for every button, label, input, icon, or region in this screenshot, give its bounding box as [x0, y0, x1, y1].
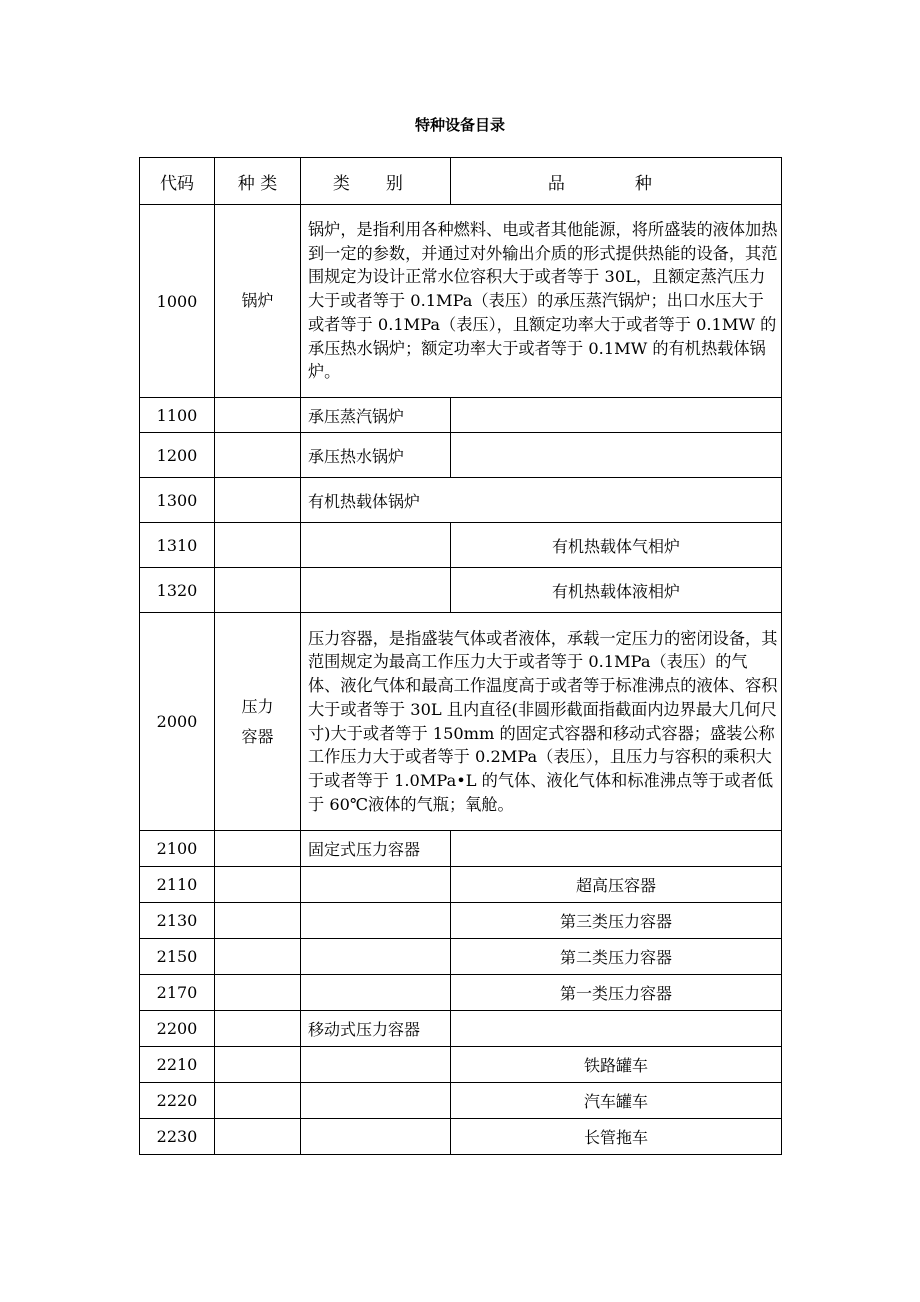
row-code: 2110: [140, 867, 215, 903]
table-row: [140, 831, 782, 867]
row-kind: 锅炉: [215, 205, 301, 398]
row-description: 锅炉，是指利用各种燃料、电或者其他能源，将所盛装的液体加热到一定的参数，并通过对外输出介质的形式提供热能的设备，其范围规定为设计正常水位容积大于或者等于 30L，且额定蒸汽压力大于或者等于 0.1MPa（表压）的承压蒸汽锅炉；出口水压大于或者等于 0.1MPa（表压），且额定功率大于或者等于 0.1MW 的承压热水锅炉；额定功率大于或者等于 0.1MW 的有机热载体锅炉。: [301, 205, 782, 398]
row-variety: [451, 1011, 782, 1047]
table-row: [140, 1083, 782, 1119]
row-code: 2230: [140, 1119, 215, 1155]
row-kind: [215, 478, 301, 523]
row-variety: 有机热载体气相炉: [451, 523, 782, 568]
table-row: [140, 939, 782, 975]
row-code: 1310: [140, 523, 215, 568]
header-category: 类 别: [301, 158, 451, 205]
page-title: 特种设备目录: [414, 116, 505, 134]
row-variety: [451, 433, 782, 478]
row-variety: 超高压容器: [451, 867, 782, 903]
table-row: [140, 613, 782, 831]
row-category: 移动式压力容器: [301, 1011, 451, 1047]
row-code: 1320: [140, 568, 215, 613]
row-kind: [215, 613, 301, 831]
row-code: 2220: [140, 1083, 215, 1119]
row-variety: 第二类压力容器: [451, 939, 782, 975]
row-category: 固定式压力容器: [301, 831, 451, 867]
header-code: 代码: [140, 158, 215, 205]
row-category: [301, 939, 451, 975]
row-kind: [215, 867, 301, 903]
row-code: 2000: [140, 613, 215, 831]
row-variety: [451, 398, 782, 433]
row-code: 2210: [140, 1047, 215, 1083]
table-row: [140, 867, 782, 903]
row-variety: 汽车罐车: [451, 1083, 782, 1119]
row-kind: [215, 523, 301, 568]
row-category: [301, 903, 451, 939]
row-category: 有机热载体锅炉: [301, 478, 782, 523]
row-category: [301, 1119, 451, 1155]
row-category: [301, 1047, 451, 1083]
row-category: [301, 975, 451, 1011]
row-variety: 第三类压力容器: [451, 903, 782, 939]
row-kind: [215, 939, 301, 975]
row-category: [301, 867, 451, 903]
table-row: [140, 433, 782, 478]
row-variety: 有机热载体液相炉: [451, 568, 782, 613]
row-kind: [215, 568, 301, 613]
row-category: [301, 568, 451, 613]
row-category: [301, 1083, 451, 1119]
row-kind: [215, 433, 301, 478]
table-row: [140, 523, 782, 568]
table-row: [140, 478, 782, 523]
row-kind: [215, 1011, 301, 1047]
row-kind: [215, 1047, 301, 1083]
row-code: 2100: [140, 831, 215, 867]
table-row: [140, 398, 782, 433]
row-code: 1000: [140, 205, 215, 398]
row-kind-line2: 容器: [241, 726, 274, 746]
equipment-table: [139, 157, 782, 1155]
row-code: 1300: [140, 478, 215, 523]
row-code: 1100: [140, 398, 215, 433]
table-row: [140, 1011, 782, 1047]
row-kind-line1: 压力: [241, 696, 274, 716]
row-category: [301, 523, 451, 568]
table-row: [140, 975, 782, 1011]
row-code: 1200: [140, 433, 215, 478]
table-row: [140, 1047, 782, 1083]
row-variety: 铁路罐车: [451, 1047, 782, 1083]
row-code: 2130: [140, 903, 215, 939]
row-code: 2150: [140, 939, 215, 975]
row-variety: 长管拖车: [451, 1119, 782, 1155]
header-kind: 种 类: [215, 158, 301, 205]
row-kind: [215, 903, 301, 939]
row-variety: 第一类压力容器: [451, 975, 782, 1011]
table-header-row: [140, 158, 782, 205]
row-variety: [451, 831, 782, 867]
row-kind: [215, 398, 301, 433]
row-category: 承压蒸汽锅炉: [301, 398, 451, 433]
header-variety: 品 种: [451, 158, 782, 205]
row-kind: [215, 1119, 301, 1155]
row-code: 2200: [140, 1011, 215, 1047]
table-row: [140, 568, 782, 613]
row-category: 承压热水锅炉: [301, 433, 451, 478]
row-kind: [215, 1083, 301, 1119]
row-kind: [215, 975, 301, 1011]
table-row: [140, 205, 782, 398]
table-row: [140, 903, 782, 939]
row-description: 压力容器，是指盛装气体或者液体，承载一定压力的密闭设备，其范围规定为最高工作压力大于或者等于 0.1MPa（表压）的气体、液化气体和最高工作温度高于或者等于标准沸点的液体、容积大于或者等于 30L 且内直径(非圆形截面指截面内边界最大几何尺寸)大于或者等于 150mm 的固定式容器和移动式容器；盛装公称工作压力大于或者等于 0.2MPa（表压），且压力与容积的乘积大于或者等于 1.0MPa•L 的气体、液化气体和标准沸点等于或者低于 60℃液体的气瓶；氧舱。: [301, 613, 782, 831]
row-kind: [215, 831, 301, 867]
row-code: 2170: [140, 975, 215, 1011]
table-row: [140, 1119, 782, 1155]
